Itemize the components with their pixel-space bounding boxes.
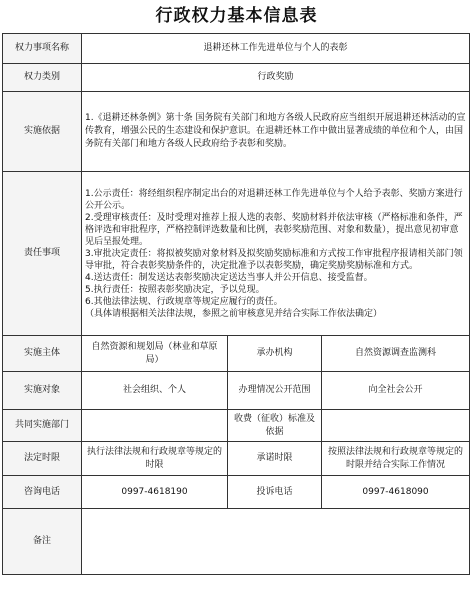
consult-phone-value: 0997-4618190 — [82, 476, 228, 509]
org-label: 承办机构 — [228, 336, 322, 372]
scope-value: 向全社会公开 — [322, 372, 470, 410]
row-duty — [3, 172, 470, 336]
complaint-phone-value: 0997-4618090 — [322, 476, 470, 509]
duty-item: 4.送达责任：制发送达表彰奖励决定送达当事人并公开信息、接受监督。 — [85, 272, 373, 283]
subject-label: 实施主体 — [3, 336, 82, 372]
target-value: 社会组织、个人 — [82, 372, 228, 410]
name-label: 权力事项名称 — [3, 34, 82, 64]
duty-list — [82, 172, 470, 336]
subject-value: 自然资源和规划局（林业和草原局） — [82, 336, 228, 372]
row-joint — [3, 410, 470, 442]
category-value: 行政奖励 — [82, 64, 470, 92]
category-label: 权力类别 — [3, 64, 82, 92]
duty-item: 1.公示责任：将经组织程序制定出台的对退耕还林工作先进单位与个人给予表彰、奖励方案进行公开公示。 — [85, 188, 463, 211]
basis-value: 1.《退耕还林条例》第十条 国务院有关部门和地方各级人民政府应当组织开展退耕还林活动的宣传教育，增强公民的生态建设和保护意识。在退耕还林工作中做出显著成绩的单位和个人，由国务院有关部门和地方各级人民政府给予表彰和奖励。 — [82, 92, 470, 172]
joint-label: 共同实施部门 — [3, 410, 82, 442]
duty-item: （具体请根据相关法律法规，参照之前审核意见并结合实际工作依法确定） — [85, 308, 383, 319]
duty-item: 3.审批决定责任：将拟被奖励对象材料及拟奖励奖励标准和方式按工作审批程序报请相关部门领导审批，符合表彰奖励条件的，决定批准予以表彰奖励，确定奖励奖励标准和方式。 — [85, 248, 463, 271]
target-label: 实施对象 — [3, 372, 82, 410]
row-name — [3, 34, 470, 64]
basis-label: 实施依据 — [3, 92, 82, 172]
promise-limit-value: 按照法律法规和行政规章等规定的时限并结合实际工作情况 — [322, 442, 470, 476]
duty-item: 5.执行责任：按照表彰奖励决定，予以兑现。 — [85, 284, 265, 295]
joint-value — [82, 410, 228, 442]
row-phone — [3, 476, 470, 509]
row-remarks — [3, 509, 470, 575]
consult-phone-label: 咨询电话 — [3, 476, 82, 509]
duty-label: 责任事项 — [3, 172, 82, 336]
complaint-phone-label: 投诉电话 — [228, 476, 322, 509]
row-basis — [3, 92, 470, 172]
name-value: 退耕还林工作先进单位与个人的表彰 — [82, 34, 470, 64]
row-target — [3, 372, 470, 410]
remarks-label: 备注 — [3, 509, 82, 575]
page-title: 行政权力基本信息表 — [155, 6, 318, 26]
legal-limit-label: 法定时限 — [3, 442, 82, 476]
info-table — [2, 33, 470, 575]
remarks-value — [82, 509, 470, 575]
duty-item: 6.其他法律法规、行政规章等规定应履行的责任。 — [85, 296, 283, 307]
org-value: 自然资源调查监测科 — [322, 336, 470, 372]
duty-item: 2.受理审核责任：及时受理对推荐上报人选的表彰、奖励材料并依法审核（严格标准和条件，严格评选和审批程序，严格控制评选数量和比例，表彰奖励范围、对象和数量），提出意见初审意见后呈报处理。 — [85, 212, 463, 247]
row-category — [3, 64, 470, 92]
row-subject — [3, 336, 470, 372]
fee-value — [322, 410, 470, 442]
row-time-limit — [3, 442, 470, 476]
fee-label: 收费（征收）标准及依据 — [228, 410, 322, 442]
legal-limit-value: 执行法律法规和行政规章等规定的时限 — [82, 442, 228, 476]
scope-label: 办理情况公开范围 — [228, 372, 322, 410]
promise-limit-label: 承诺时限 — [228, 442, 322, 476]
